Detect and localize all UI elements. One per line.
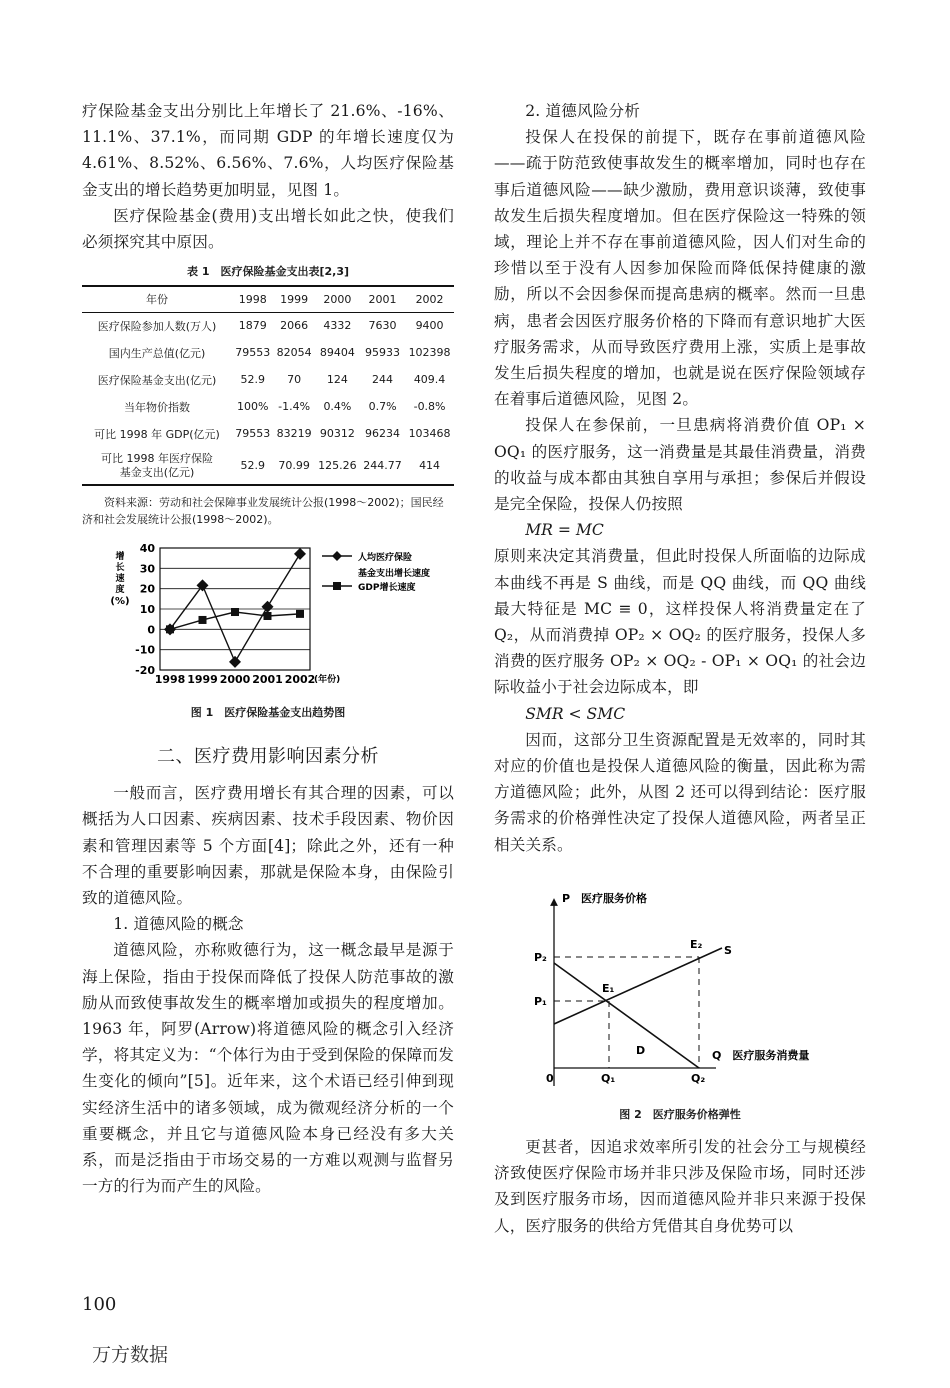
table-cell: 124 <box>326 373 348 387</box>
page-number: 100 <box>82 1294 117 1315</box>
svg-text:(%): (%) <box>110 596 130 608</box>
table-cell: 95933 <box>365 346 401 360</box>
paragraph: 医疗保险基金(费用)支出增长如此之快，使我们必须探究其中原因。 <box>82 206 454 252</box>
y-tick-label: 0 <box>147 623 155 637</box>
table-cell: 409.4 <box>413 373 446 387</box>
paragraph: 一般而言，医疗费用增长有其合理的因素，可以概括为人口因素、疾病因素、技术手段因素、物价因素和管理因素等 5 个方面[4]；除此之外，还有一种不合理的重要影响因素，那就是保险本身，由保险引致的道德风险。 <box>82 784 454 908</box>
y-axis-label: P 医疗服务价格 <box>562 891 648 905</box>
watermark: 万方数据 <box>92 1344 169 1366</box>
legend-label: 人均医疗保险 <box>358 553 413 564</box>
table-cell: 102398 <box>408 346 451 360</box>
svg-text:长: 长 <box>115 563 125 574</box>
square-point <box>264 612 272 620</box>
growth-line-chart <box>82 538 454 698</box>
section-heading: 二、医疗费用影响因素分析 <box>157 746 379 768</box>
series-line <box>170 554 300 662</box>
table-header-cell: 2002 <box>415 292 444 306</box>
x-tick-label: 2001 <box>252 673 283 687</box>
x-tick-label: 1999 <box>187 673 218 687</box>
paragraph: 因而，这部分卫生资源配置是无效率的，同时其对应的价值也是投保人道德风险的衡量，因此称为需方道德风险；此外，从图 2 还可以得到结论：医疗服务需求的价格弹性决定了投保人道德风险，两者呈正相关关系。 <box>494 730 866 854</box>
e1-label: E₁ <box>602 981 615 995</box>
table-cell: 89404 <box>319 346 355 360</box>
table-cell: 79553 <box>235 346 271 360</box>
p2-label: P₂ <box>534 950 547 964</box>
paragraph: 投保人在投保的前提下，既存在事前道德风险——疏于防范致使事故发生的概率增加，同时也存在事后道德风险——缺少激励，费用意识谈薄，致使事故发生后损失程度增加。但在医疗保险这一特殊的领域，理论上并不存在事前道德风险，因人们对生命的珍惜以至于没有人因参加保险而降低保持健康的激励，所以不会因参保而提高患病的概率。然而一旦患病，患者会因医疗服务价格的下降而有意识地扩大医疗服务需求，从而导致医疗费用上涨，实质上是事故发生后损失程度的增加，也就是说在医疗保险领域存在着事后道德风险，见图 2。 <box>494 128 866 409</box>
svg-text:度: 度 <box>115 585 125 596</box>
y-tick-label: 20 <box>139 582 155 596</box>
table-cell: -1.4% <box>278 400 311 414</box>
s-label: S <box>724 943 732 957</box>
supply-curve <box>554 948 722 1024</box>
price-elasticity-diagram <box>494 888 866 1098</box>
row-label-line: 可比 1998 年医疗保险 <box>101 451 213 465</box>
p1-label: P₁ <box>534 994 547 1008</box>
svg-text:速: 速 <box>115 574 125 585</box>
diamond-point <box>197 580 209 592</box>
table-cell: 79553 <box>235 427 271 441</box>
diamond-point <box>229 656 241 668</box>
table-header-cell: 年份 <box>146 293 168 307</box>
table-header-cell: 2000 <box>323 292 352 306</box>
x-axis-label: Q 医疗服务消费量 <box>712 1048 810 1062</box>
table-header-cell: 1998 <box>238 292 267 306</box>
legend-label: 基金支出增长速度 <box>358 569 431 580</box>
legend-square <box>333 582 341 590</box>
square-point <box>199 616 207 624</box>
table-cell: 70.99 <box>278 459 310 473</box>
q2-label: Q₂ <box>691 1071 706 1085</box>
paragraph: 道德风险，亦称败德行为，这一概念最早是源于海上保险，指由于投保而降低了投保人防范事故的激励从而致使事故发生的概率增加或损失的程度增加。1963 年，阿罗(Arrow)将道德风险的概念引入经济学，将其定义为：“个体行为由于受到保险的保障而发生变化的倾向”[5]。近年来，这个术语已经引伸到现实经济生活中的诸多领域，成为微观经济分析的一个重要概念，并且它与道德风险本身已经没有多大关系，而是泛指由于市场交易的一方难以观测与监督另一方的行为而产生的风险。 <box>82 941 454 1196</box>
y-tick-label: -10 <box>135 643 155 657</box>
figure1-caption: 图 1 医疗保险基金支出趋势图 <box>190 706 346 720</box>
square-point <box>166 626 174 634</box>
x-tick-label: 1998 <box>154 673 186 687</box>
y-tick-label: -20 <box>135 664 155 678</box>
table-cell: 52.9 <box>240 459 265 473</box>
equation: MR = MC <box>525 521 604 540</box>
table-cell <box>82 447 232 485</box>
table-cell: 52.9 <box>240 373 265 387</box>
table-caption: 表 1 医疗保险基金支出表[2,3] <box>186 265 350 279</box>
legend-label: GDP增长速度 <box>358 583 416 594</box>
subsection-heading: 1. 道德风险的概念 <box>113 915 244 934</box>
y-tick-label: 10 <box>139 603 155 617</box>
table-cell: 医疗保险基金支出(亿元) <box>97 373 217 387</box>
table-cell: 96234 <box>365 427 401 441</box>
x-axis-label: (年份) <box>314 675 341 686</box>
e2-label: E₂ <box>690 937 703 951</box>
figure2-caption: 图 2 医疗服务价格弹性 <box>619 1107 741 1121</box>
table-cell: 4332 <box>323 319 352 333</box>
table-cell: 2066 <box>280 319 309 333</box>
square-point <box>231 608 239 616</box>
y-axis-label <box>110 550 129 607</box>
x-tick-label: 2000 <box>219 673 251 687</box>
table-cell: 244.77 <box>363 459 402 473</box>
table-cell: 82054 <box>276 346 312 360</box>
data-table <box>82 285 454 486</box>
equation: SMR < SMC <box>525 704 626 723</box>
table-cell: 70 <box>287 373 302 387</box>
table-row <box>82 339 454 366</box>
right-column <box>494 98 866 1239</box>
table-row <box>82 366 454 393</box>
table-cell: 7630 <box>368 319 397 333</box>
table-cell: 90312 <box>319 427 355 441</box>
legend-diamond <box>332 551 342 561</box>
table-cell: 当年物价指数 <box>124 400 190 414</box>
left-column <box>82 98 454 1199</box>
table-cell: 414 <box>419 459 441 473</box>
diamond-point <box>294 548 306 560</box>
d-label: D <box>636 1043 646 1057</box>
table-cell: 国内生产总值(亿元) <box>108 346 206 360</box>
table-cell: 83219 <box>276 427 312 441</box>
svg-text:增: 增 <box>115 552 125 563</box>
x-tick-label: 2002 <box>284 673 316 687</box>
subsection-heading: 2. 道德风险分析 <box>525 102 640 120</box>
q1-label: Q₁ <box>601 1071 616 1085</box>
demand-curve <box>554 963 699 1068</box>
diamond-point <box>262 601 274 613</box>
table-cell: 100% <box>236 400 269 414</box>
paragraph: 疗保险基金支出分别比上年增长了 21.6%、-16%、11.1%、37.1%，而同期 GDP 的年增长速度仅为 4.61%、8.52%、6.56%、7.6%，人均医疗保险基金支出的增长趋势更加明显，见图 1。 <box>82 102 454 199</box>
table-cell: 可比 1998 年 GDP(亿元) <box>94 427 220 441</box>
table-cell: 医疗保险参加人数(万人) <box>97 319 217 333</box>
table-header-cell: 1999 <box>280 292 309 306</box>
table-cell: 244 <box>372 373 394 387</box>
table-cell: 1879 <box>238 319 267 333</box>
table-row <box>82 393 454 420</box>
square-point <box>296 610 304 618</box>
table-header-row <box>82 286 454 312</box>
table-header-cell: 2001 <box>368 292 397 306</box>
table-cell: 0.7% <box>368 400 397 414</box>
paragraph: 原则来决定其消费量，但此时投保人所面临的边际成本曲线不再是 S 曲线，而是 QQ 曲线，而 QQ 曲线最大特征是 MC ≡ 0，这样投保人将消费量定在了 Q₂，从而消费掉 OP₂ × OQ₂ 的医疗服务，投保人多消费的医疗服务 OP₂ × OQ₂ - OP₁ × OQ₁ 的社会边际收益小于社会边际成本，即 <box>494 547 866 697</box>
source-note: 资料来源：劳动和社会保障事业发展统计公报(1998～2002)；国民经济和社会发展统计公报(1998～2002)。 <box>82 496 444 527</box>
table-row <box>82 312 454 339</box>
table-cell: 103468 <box>408 427 451 441</box>
y-tick-label: 40 <box>139 542 155 556</box>
table-row <box>82 420 454 447</box>
table-cell: -0.8% <box>413 400 446 414</box>
row-label-line: 基金支出(亿元) <box>119 465 195 479</box>
table-cell: 125.26 <box>318 459 357 473</box>
paragraph: 投保人在参保前，一旦患病将消费价值 OP₁ × OQ₁ 的医疗服务，这一消费量是其最佳消费量，消费的收益与成本都由其独自享用与承担；参保后并假设是完全保险，投保人仍按照 <box>494 416 866 514</box>
origin-label: 0 <box>546 1071 554 1085</box>
table-cell: 0.4% <box>323 400 352 414</box>
table-cell: 9400 <box>415 319 444 333</box>
paragraph: 更甚者，因追求效率所引发的社会分工与规模经济致使医疗保险市场并非只涉及保险市场，同时还涉及到医疗服务市场，因而道德风险并非只来源于投保人，医疗服务的供给方凭借其自身优势可以 <box>494 1137 866 1235</box>
y-tick-label: 30 <box>139 562 155 576</box>
table-row <box>82 447 454 485</box>
